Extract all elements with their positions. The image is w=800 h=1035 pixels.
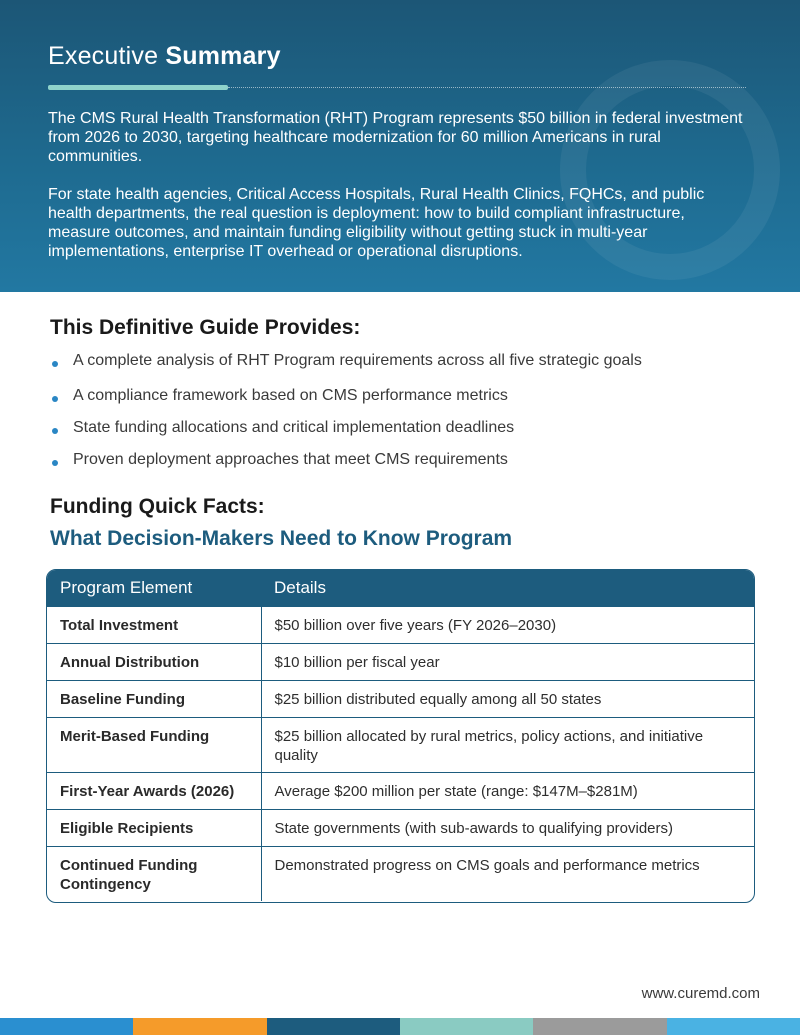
color-segment xyxy=(667,1018,800,1035)
row-details: Demonstrated progress on CMS goals and performance metrics xyxy=(261,846,754,901)
executive-summary-banner xyxy=(0,0,800,292)
row-label: Eligible Recipients xyxy=(47,809,261,846)
color-segment xyxy=(533,1018,666,1035)
title-underline xyxy=(48,85,228,90)
table-row xyxy=(47,643,754,680)
row-label: Annual Distribution xyxy=(47,643,261,680)
row-details: $25 billion allocated by rural metrics, policy actions, and initiative quality xyxy=(261,717,754,772)
row-details: $50 billion over five years (FY 2026–2030) xyxy=(261,606,754,643)
facts-heading: Funding Quick Facts: xyxy=(50,495,265,518)
funding-facts-table xyxy=(46,569,755,903)
list-item-text: Proven deployment approaches that meet CMS requirements xyxy=(73,451,508,468)
header-details: Details xyxy=(261,570,754,606)
row-details: State governments (with sub-awards to qualifying providers) xyxy=(261,809,754,846)
table-row xyxy=(47,606,754,643)
bullet-dot-icon xyxy=(52,396,58,402)
row-details: $10 billion per fiscal year xyxy=(261,643,754,680)
table-row xyxy=(47,772,754,809)
color-segment xyxy=(267,1018,400,1035)
table-row xyxy=(47,846,754,901)
executive-summary-title xyxy=(48,42,281,71)
facts-subheading: What Decision-Makers Need to Know Program xyxy=(50,527,513,550)
table-row xyxy=(47,717,754,772)
header-program-element: Program Element xyxy=(47,570,261,606)
list-item-text: State funding allocations and critical implementation deadlines xyxy=(73,419,515,436)
list-item-text: A compliance framework based on CMS performance metrics xyxy=(73,387,508,404)
row-details: Average $200 million per state (range: $147M–$281M) xyxy=(261,772,754,809)
list-item-text: A complete analysis of RHT Program requirements across all five strategic goals xyxy=(73,352,642,369)
row-label: Merit-Based Funding xyxy=(47,717,261,772)
title-bold: Summary xyxy=(165,42,281,70)
table-header-row xyxy=(47,570,754,606)
row-label: Total Investment xyxy=(47,606,261,643)
summary-paragraph-1: The CMS Rural Health Transformation (RHT) Program represents $50 billion in federal investment from 2026 to 2030, targeting healthcare modernization for 60 million Americans in rural communities. xyxy=(48,110,743,165)
bullet-dot-icon xyxy=(52,460,58,466)
table-row xyxy=(47,680,754,717)
row-label: Continued Funding Contingency xyxy=(47,846,261,901)
row-details: $25 billion distributed equally among all 50 states xyxy=(261,680,754,717)
title-regular: Executive xyxy=(48,42,159,70)
row-label: Baseline Funding xyxy=(47,680,261,717)
table-row xyxy=(47,809,754,846)
color-segment xyxy=(133,1018,266,1035)
guide-heading: This Definitive Guide Provides: xyxy=(50,316,361,339)
bullet-dot-icon xyxy=(52,428,58,434)
website-link[interactable]: www.curemd.com xyxy=(641,985,760,1002)
color-segment xyxy=(0,1018,133,1035)
bullet-dot-icon xyxy=(52,361,58,367)
title-dotted-rule xyxy=(228,87,746,88)
summary-paragraph-2: For state health agencies, Critical Access Hospitals, Rural Health Clinics, FQHCs, and public health departments, the real question is deployment: how to build compliant infrastructure, measure outcomes, and maintain funding eligibility without getting stuck in multi-year implementations, enterprise IT overhead or operational disruptions. xyxy=(48,186,705,260)
row-label: First-Year Awards (2026) xyxy=(47,772,261,809)
footer-color-bar xyxy=(0,1018,800,1035)
color-segment xyxy=(400,1018,533,1035)
